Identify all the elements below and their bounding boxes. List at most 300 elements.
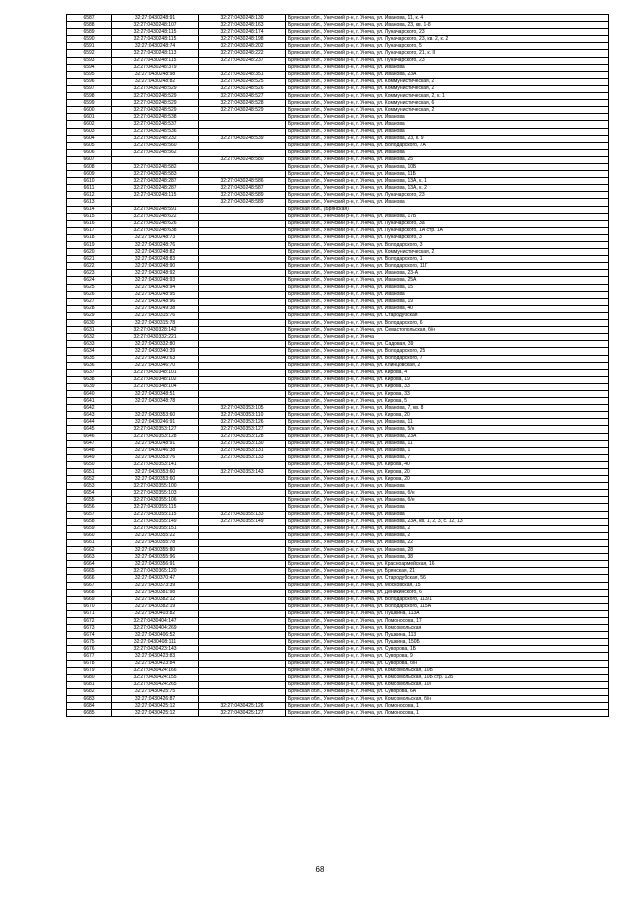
table-row [67, 419, 609, 426]
table-row [67, 483, 609, 490]
table-row [67, 461, 609, 468]
cadastral-number-parcel: 32:27:0430423:143 [112, 646, 199, 653]
cadastral-number-parcel: 32:27:0430248:232 [112, 135, 199, 142]
table-row [67, 511, 609, 518]
address: Брянская обл., Унечский р-н, г. Унеча, ул. Луначарского, 23 [286, 29, 609, 36]
table-row [67, 36, 609, 43]
address: Брянская обл., Унечский р-н, г. Унеча, ул. Кирова, 33 [286, 383, 609, 390]
cadastral-number-parcel: 32:27:0430248:115 [112, 29, 199, 36]
address: Брянская обл., Унечский р-н, г. Унеча, ул. Суворова, 6А [286, 688, 609, 695]
address: Брянская обл., Унечский р-н, г. Унеча, ул. Кирова, 33 [286, 390, 609, 397]
table-row [67, 341, 609, 348]
row-number: 6684 [67, 703, 112, 710]
cadastral-number-object [199, 639, 286, 646]
cadastral-number-object [199, 341, 286, 348]
cadastral-number-parcel: 32:27:0430315:78 [112, 320, 199, 327]
address: Брянская обл., Унечский р-н, г. Унеча, ул. Иванова [286, 121, 609, 128]
cadastral-number-parcel: 32:27:0430248:74 [112, 43, 199, 50]
cadastral-number-parcel: 32:27:0430423:83 [112, 653, 199, 660]
row-number: 6678 [67, 660, 112, 667]
cadastral-number-object: 32:27:0430248:586 [199, 178, 286, 185]
table-row [67, 135, 609, 142]
address: Брянская обл., Унечский р-н, г. Унеча, ул. Клинцовская, 2 [286, 362, 609, 369]
cadastral-number-parcel: 32:27:0430315:76 [112, 312, 199, 319]
address: Брянская обл., Унечский р-н, г. Унеча, ул. Кирова, 40 [286, 461, 609, 468]
table-row [67, 667, 609, 674]
cadastral-number-object: 32:27:0430353:130 [199, 440, 286, 447]
table-row [67, 163, 609, 170]
cadastral-number-parcel: 32:27:0430425:75 [112, 688, 199, 695]
cadastral-number-parcel: 32:27:0430248:529 [112, 85, 199, 92]
address: Брянская обл., Унечский р-н, г. Унеча, ул. Иванова, 1 [286, 447, 609, 454]
row-number: 6626 [67, 291, 112, 298]
table-row [67, 596, 609, 603]
cadastral-number-parcel: 32:27:0430248:379 [112, 64, 199, 71]
cadastral-number-object [199, 483, 286, 490]
table-row [67, 348, 609, 355]
row-number: 6640 [67, 390, 112, 397]
table-row [67, 22, 609, 29]
address: Брянская обл., Унечский р-н, г. Унеча, ул. Володарского, 11Г [286, 263, 609, 270]
cadastral-number-parcel: 32:27:0430248:96 [112, 298, 199, 305]
address: Брянская обл., Унечский р-н, г. Унеча, ул. Коммунистическая, 2 [286, 78, 609, 85]
address: Брянская обл., Унечский р-н, г. Унеча, ул. Иванова [286, 199, 609, 206]
address: Брянская обл., Унечский р-н, г. Унеча, ул. Иванова, 15 [286, 284, 609, 291]
cadastral-number-parcel: 32:27:0430248:91 [112, 440, 199, 447]
cadastral-number-parcel: 32:27:0430355:151 [112, 525, 199, 532]
cadastral-number-parcel: 32:27:0430355:100 [112, 483, 199, 490]
cadastral-number-parcel: 32:27:0430424:265 [112, 681, 199, 688]
address: Брянская обл., Унечский р-н, г. Унеча, ул. Кирова, 20 [286, 469, 609, 476]
cadastral-number-object: 32:27:0430353:143 [199, 469, 286, 476]
table-row [67, 185, 609, 192]
row-number: 6644 [67, 419, 112, 426]
cadastral-number-parcel: 32:27:0430403:82 [112, 610, 199, 617]
table-row [67, 696, 609, 703]
table-row [67, 227, 609, 234]
cadastral-number-object [199, 653, 286, 660]
cadastral-number-object [199, 376, 286, 383]
address: Брянская обл., Унечский р-н, г. Унеча, ул. Луначарского, 3 [286, 234, 609, 241]
table-row [67, 561, 609, 568]
cadastral-number-parcel: 32:27:0430332:80 [112, 341, 199, 348]
cadastral-number-object: 32:27:0430248:589 [199, 199, 286, 206]
cadastral-number-parcel: 32:27:0430248:560 [112, 142, 199, 149]
table-row [67, 263, 609, 270]
address: Брянская обл., Унечский р-н, г. Унеча, ул. Кирова, 20 [286, 412, 609, 419]
cadastral-number-parcel: 32:27:0430248:90 [112, 263, 199, 270]
row-number: 6621 [67, 256, 112, 263]
cadastral-number-parcel: 32:27:0430355:115 [112, 511, 199, 518]
row-number: 6661 [67, 539, 112, 546]
row-number: 6638 [67, 376, 112, 383]
table-row [67, 305, 609, 312]
table-row [67, 291, 609, 298]
row-number: 6591 [67, 43, 112, 50]
cadastral-number-object [199, 348, 286, 355]
cadastral-number-parcel: 32:27:0430355:103 [112, 490, 199, 497]
cadastral-number-object [199, 369, 286, 376]
cadastral-number-object: 32:27:0430353:105 [199, 405, 286, 412]
address: Брянская обл., Унечский р-н, г. Унеча, ул. Иванова, б/н [286, 490, 609, 497]
table-row [67, 532, 609, 539]
address: Брянская обл., Унечский р-н, г. Унеча, ул. Коммунистическая, 2, к. 1 [286, 93, 609, 100]
address: Брянская обл., Унечский р-н, г. Унеча, ул. Иванова, 23А [286, 71, 609, 78]
cadastral-number-parcel: 32:27:0430373:39 [112, 582, 199, 589]
cadastral-number-parcel: 32:27:0430424:155 [112, 674, 199, 681]
row-number: 6683 [67, 696, 112, 703]
cadastral-number-object [199, 334, 286, 341]
row-number: 6624 [67, 277, 112, 284]
cadastral-number-parcel: 32:27:0430332:221 [112, 334, 199, 341]
row-number: 6677 [67, 653, 112, 660]
row-number: 6649 [67, 454, 112, 461]
cadastral-number-parcel: 32:27:0430425:12 [112, 703, 199, 710]
row-number: 6588 [67, 22, 112, 29]
row-number: 6643 [67, 412, 112, 419]
address: Брянская обл., Унечский р-н, г. Унеча, ул. Комсомольская [286, 625, 609, 632]
row-number: 6628 [67, 305, 112, 312]
row-number: 6598 [67, 93, 112, 100]
cadastral-number-object [199, 582, 286, 589]
address: Брянская обл., Унечский р-н, г. Унеча, ул. Ломоносова, 1 [286, 703, 609, 710]
table-row [67, 504, 609, 511]
table-row [67, 93, 609, 100]
cadastral-number-object: 32:27:0430248:527 [199, 93, 286, 100]
address: Брянская обл., Унечский р-н, г. Унеча, ул. Садовая, 39 [286, 341, 609, 348]
address: Брянская обл., Унечский р-н, г. Унеча, ул. Иванова, 7, кв. 8 [286, 405, 609, 412]
row-number: 6669 [67, 596, 112, 603]
cadastral-number-parcel: 32:27:0430425:12 [112, 710, 199, 717]
cadastral-number-object: 32:27:0430248:174 [199, 29, 286, 36]
cadastral-number-parcel: 32:27:0430248:529 [112, 107, 199, 114]
address: Брянская обл., Унечский р-н, г. Унеча, ул. Суворова, б/н [286, 660, 609, 667]
table-row [67, 71, 609, 78]
cadastral-number-object [199, 298, 286, 305]
cadastral-number-object [199, 256, 286, 263]
address: Брянская обл., Унечский р-н, г. Унеча, ул. Луначарского, 21, к. II [286, 50, 609, 57]
cadastral-number-object: 32:27:0430355:133 [199, 511, 286, 518]
cadastral-number-parcel: 32:27:0430381:98 [112, 589, 199, 596]
address: Брянская обл., Унечский р-н, г. Унеча, ул. Иванова [286, 483, 609, 490]
cadastral-number-parcel: 32:27:0430248:98 [112, 71, 199, 78]
row-number: 6636 [67, 362, 112, 369]
address: Брянская обл., Унечский р-н, г. Унеча, ул. Коммунистическая, 2 [286, 107, 609, 114]
cadastral-number-object: 32:27:0430353:127 [199, 426, 286, 433]
table-row [67, 171, 609, 178]
cadastral-number-parcel: 32:27:0430248:591 [112, 206, 199, 213]
address: Брянская обл., Унечский р-н, г. Унеча, ул. Иванова, 17Б [286, 213, 609, 220]
row-number: 6589 [67, 29, 112, 36]
address: Брянская обл., Унечский р-н, г. Унеча, ул. Иванова, 19 [286, 298, 609, 305]
table-row [67, 312, 609, 319]
cadastral-number-object: 32:27:0430248:237 [199, 57, 286, 64]
cadastral-number-object [199, 263, 286, 270]
cadastral-number-parcel: 32:27:0430248:537 [112, 121, 199, 128]
cadastral-number-parcel: 32:27:0430248:76 [112, 242, 199, 249]
cadastral-number-object: 32:27:0430248:198 [199, 36, 286, 43]
cadastral-number-parcel: 32:27:0430353:128 [112, 433, 199, 440]
cadastral-number-object [199, 596, 286, 603]
table-row [67, 454, 609, 461]
row-number: 6654 [67, 490, 112, 497]
cadastral-number-parcel: 32:27:0430248:93 [112, 277, 199, 284]
cadastral-number-object [199, 305, 286, 312]
row-number: 6651 [67, 469, 112, 476]
cadastral-number-parcel: 32:27:0430365:120 [112, 568, 199, 575]
address: Брянская обл., Унечский р-н, г. Унеча, ул. Володарского, 7А [286, 142, 609, 149]
address: Брянская обл., Унечский р-н, г. Унеча, ул. Московская, 15 [286, 582, 609, 589]
row-number: 6629 [67, 312, 112, 319]
row-number: 6620 [67, 249, 112, 256]
address: Брянская обл., Унечский р-н, г. Унеча, ул. Ломоносова, 1 [286, 710, 609, 717]
table-row [67, 476, 609, 483]
cadastral-number-parcel: 32:27:0430248:287 [112, 178, 199, 185]
row-number: 6641 [67, 398, 112, 405]
cadastral-number-parcel: 32:27:0430348:78 [112, 398, 199, 405]
cadastral-number-parcel: 32:27:0430248:107 [112, 22, 199, 29]
table-row [67, 469, 609, 476]
address: Брянская обл., Унечский р-н, г. Унеча, ул. Кирова, 5 [286, 398, 609, 405]
table-row [67, 710, 609, 717]
table-row [67, 575, 609, 582]
address: Брянская обл., Унечский р-н, г. Унеча, ул. Луначарского, 1А стр. 1А [286, 227, 609, 234]
table-row [67, 653, 609, 660]
address: Брянская обл., Унечский р-н, г. Унеча, ул. Володарского, 1 [286, 256, 609, 263]
table-row [67, 64, 609, 71]
cadastral-number-object [199, 660, 286, 667]
table-row [67, 610, 609, 617]
cadastral-number-object [199, 646, 286, 653]
cadastral-number-object [199, 589, 286, 596]
row-number: 6595 [67, 71, 112, 78]
cadastral-number-object [199, 227, 286, 234]
row-number: 6657 [67, 511, 112, 518]
row-number: 6671 [67, 610, 112, 617]
cadastral-number-parcel: 32:27:0430246:91 [112, 419, 199, 426]
registry-table [66, 14, 609, 717]
cadastral-number-object: 32:27:0430248:529 [199, 107, 286, 114]
table-row [67, 589, 609, 596]
table-row [67, 213, 609, 220]
row-number: 6675 [67, 639, 112, 646]
cadastral-number-object: 32:27:0430353:133 [199, 454, 286, 461]
cadastral-number-parcel: 32:27:0430408:111 [112, 639, 199, 646]
cadastral-number-object [199, 355, 286, 362]
table-row [67, 355, 609, 362]
cadastral-number-parcel: 32:27:0430353:60 [112, 476, 199, 483]
address: Брянская обл., Унечский р-н, г. Унеча, ул. Иванова, 25А [286, 277, 609, 284]
table-row [67, 284, 609, 291]
cadastral-number-object [199, 532, 286, 539]
cadastral-number-object [199, 610, 286, 617]
cadastral-number-object: 32:27:0430248:539 [199, 135, 286, 142]
address: Брянская обл., Унечский р-н, г. Унеча, ул. Красноармейская, 16 [286, 561, 609, 568]
table-row [67, 178, 609, 185]
row-number: 6587 [67, 15, 112, 22]
table-row [67, 206, 609, 213]
table-row [67, 242, 609, 249]
row-number: 6655 [67, 497, 112, 504]
row-number: 6616 [67, 220, 112, 227]
cadastral-number-parcel: 32:27:0430248:622 [112, 213, 199, 220]
row-number: 6645 [67, 426, 112, 433]
table-row [67, 149, 609, 156]
cadastral-number-object: 32:27:0430248:580 [199, 156, 286, 163]
cadastral-number-object [199, 688, 286, 695]
cadastral-number-parcel: 32:27:0430248:95 [112, 291, 199, 298]
cadastral-number-object [199, 284, 286, 291]
cadastral-number-object: 32:27:0430353:110 [199, 412, 286, 419]
row-number: 6659 [67, 525, 112, 532]
cadastral-number-object [199, 617, 286, 624]
table-row [67, 114, 609, 121]
address: Брянская обл., Унечский р-н, г. Унеча, ул. Комсомольская, б/н [286, 696, 609, 703]
table-row [67, 78, 609, 85]
address: Брянская обл., Унечский р-н, г. Унеча, ул. Кирова, 19 [286, 376, 609, 383]
table-row [67, 632, 609, 639]
table-row [67, 497, 609, 504]
cadastral-number-parcel: 32:27:0430355:78 [112, 539, 199, 546]
address: Брянская обл., Унечский р-н, г. Унеча, ул. Комсомольская, 10Г [286, 681, 609, 688]
cadastral-number-parcel: 32:27:0430355:149 [112, 518, 199, 525]
row-number: 6660 [67, 532, 112, 539]
address: Брянская обл., Унечский р-н, г. Унеча, ул. Иванова, 23А [286, 433, 609, 440]
address: Брянская обл., Унечский р-н, г. Унеча, ул. Володарского, 7 [286, 355, 609, 362]
address: Брянская обл., Унечский р-н, г. Унеча, ул. Севастопольская, б/н [286, 327, 609, 334]
table-row [67, 369, 609, 376]
row-number: 6612 [67, 192, 112, 199]
address: Брянская обл., Унечский р-н, г. Унеча, ул. Коммунистическая, 2 [286, 249, 609, 256]
cadastral-number-object [199, 270, 286, 277]
table-row [67, 426, 609, 433]
row-number: 6632 [67, 334, 112, 341]
cadastral-number-object [199, 362, 286, 369]
address: Брянская обл., Унечский р-н, г. Унеча, ул. Пушкина, 113А [286, 610, 609, 617]
cadastral-number-parcel: 32:27:0430248:115 [112, 36, 199, 43]
row-number: 6639 [67, 383, 112, 390]
cadastral-number-parcel: 32:27:0430246:38 [112, 447, 199, 454]
address: Брянская обл., Унечский р-н, г. Унеча, ул. Иванова, 2 [286, 525, 609, 532]
row-number: 6594 [67, 64, 112, 71]
cadastral-number-object [199, 625, 286, 632]
table-row [67, 674, 609, 681]
address: Брянская обл., Унечский р-н, г. Унеча, ул. Володарского, 25 [286, 348, 609, 355]
row-number: 6663 [67, 554, 112, 561]
cadastral-number-parcel: 32:27:0430426:87 [112, 696, 199, 703]
address: Брянская обл., Унечский р-н, г. Унеча, ул. Иванова, 28 [286, 547, 609, 554]
cadastral-number-parcel: 32:27:0430355:106 [112, 497, 199, 504]
address: Брянская обл., Унечский р-н, г. Унеча, ул. Иванова [286, 64, 609, 71]
cadastral-number-object: 32:27:0430248:525 [199, 78, 286, 85]
row-number: 6666 [67, 575, 112, 582]
row-number: 6668 [67, 589, 112, 596]
cadastral-number-object: 32:27:0430353:128 [199, 433, 286, 440]
cadastral-number-object [199, 547, 286, 554]
table-row [67, 107, 609, 114]
address: Брянская обл., Унечский р-н, г. Унеча, ул. Иванова [286, 511, 609, 518]
cadastral-number-parcel: 32:27:0430356:91 [112, 561, 199, 568]
cadastral-number-object: 32:27:0430248:222 [199, 50, 286, 57]
address: Брянская обл., Унечский р-н, г. Унеча, ул. Луначарского, 23, кв. 2, к. 2 [286, 36, 609, 43]
table-row [67, 128, 609, 135]
cadastral-number-object: 32:27:0430248:589 [199, 192, 286, 199]
cadastral-number-parcel: 32:27:0430355:96 [112, 554, 199, 561]
cadastral-number-object [199, 121, 286, 128]
address: Брянская обл., Унечский р-н, г. Унеча, ул. Деникинского, 6 [286, 589, 609, 596]
cadastral-number-parcel: 32:27:0430423:84 [112, 660, 199, 667]
cadastral-number-object [199, 539, 286, 546]
cadastral-number-object [199, 632, 286, 639]
address: Брянская обл., Унечский р-н, г. Унеча, ул. Пушкина, 150Б [286, 639, 609, 646]
table-row [67, 390, 609, 397]
cadastral-number-parcel: 32:27:0430382:19 [112, 603, 199, 610]
address: Брянская обл., Унечский р-н, г. Унеча, ул. Иванова, 13А, к. 1 [286, 178, 609, 185]
cadastral-number-parcel: 32:27:0430248:113 [112, 50, 199, 57]
address: Брянская обл., Унечский р-н, г. Унеча, ул. Ломоносова, 17 [286, 617, 609, 624]
address: Брянская обл., Унечский р-н, г. Унеча, ул. Иванова, 23, кв. 1-8 [286, 22, 609, 29]
row-number: 6613 [67, 199, 112, 206]
cadastral-number-parcel: 32:27:0430248:562 [112, 149, 199, 156]
cadastral-number-object [199, 320, 286, 327]
address: Брянская обл., Унечский р-н, г. Унеча, ул. Луначарского, 3а [286, 220, 609, 227]
cadastral-number-parcel: 32:27:0430348:101 [112, 369, 199, 376]
cadastral-number-parcel: 32:27:0430248:83 [112, 256, 199, 263]
address: Брянская обл., Унечский р-н, г. Унеча, ул. Володарского, 113/1 [286, 596, 609, 603]
cadastral-number-parcel: 32:27:0430346:70 [112, 362, 199, 369]
table-row [67, 617, 609, 624]
cadastral-number-object [199, 575, 286, 582]
cadastral-number-object [199, 277, 286, 284]
row-number: 6685 [67, 710, 112, 717]
table-row [67, 603, 609, 610]
address: Брянская обл., Унечский р-н, г. Унеча, ул. Иванова [286, 504, 609, 511]
cadastral-number-parcel: 32:27:0430248:92 [112, 270, 199, 277]
address: Брянская обл., Унечский р-н, г. Унеча, ул. Иванова, 13А, к. 2 [286, 185, 609, 192]
table-row [67, 582, 609, 589]
cadastral-number-parcel: 32:27:0430353:141 [112, 461, 199, 468]
row-number: 6681 [67, 681, 112, 688]
table-row [67, 220, 609, 227]
cadastral-number-parcel [112, 405, 199, 412]
cadastral-number-object [199, 681, 286, 688]
cadastral-number-object [199, 383, 286, 390]
row-number: 6673 [67, 625, 112, 632]
table-row [67, 547, 609, 554]
cadastral-number-object [199, 696, 286, 703]
row-number: 6625 [67, 284, 112, 291]
row-number: 6637 [67, 369, 112, 376]
cadastral-number-object [199, 220, 286, 227]
cadastral-number-object [199, 490, 286, 497]
row-number: 6617 [67, 227, 112, 234]
address: Брянская обл., Унечский р-н, г. Унеча, ул. Комсомольская, 10Б стр. 12Б [286, 674, 609, 681]
row-number: 6603 [67, 128, 112, 135]
cadastral-number-parcel: 32:27:0430248:529 [112, 93, 199, 100]
address: Брянская обл., Унечский р-н, г. Унеча, ул. Суворова, 1Б [286, 646, 609, 653]
cadastral-number-parcel: 32:27:0430340:39 [112, 348, 199, 355]
cadastral-number-object [199, 398, 286, 405]
cadastral-number-parcel: 32:27:0430340:63 [112, 355, 199, 362]
cadastral-number-parcel: 32:27:0430355:115 [112, 504, 199, 511]
address: Брянская обл., Унечский р-н, г. Унеча, ул. Пушкина, 113 [286, 632, 609, 639]
cadastral-number-parcel [112, 199, 199, 206]
table-row [67, 383, 609, 390]
table-row [67, 554, 609, 561]
row-number: 6634 [67, 348, 112, 355]
cadastral-number-parcel: 32:27:0430248:287 [112, 185, 199, 192]
row-number: 6627 [67, 298, 112, 305]
